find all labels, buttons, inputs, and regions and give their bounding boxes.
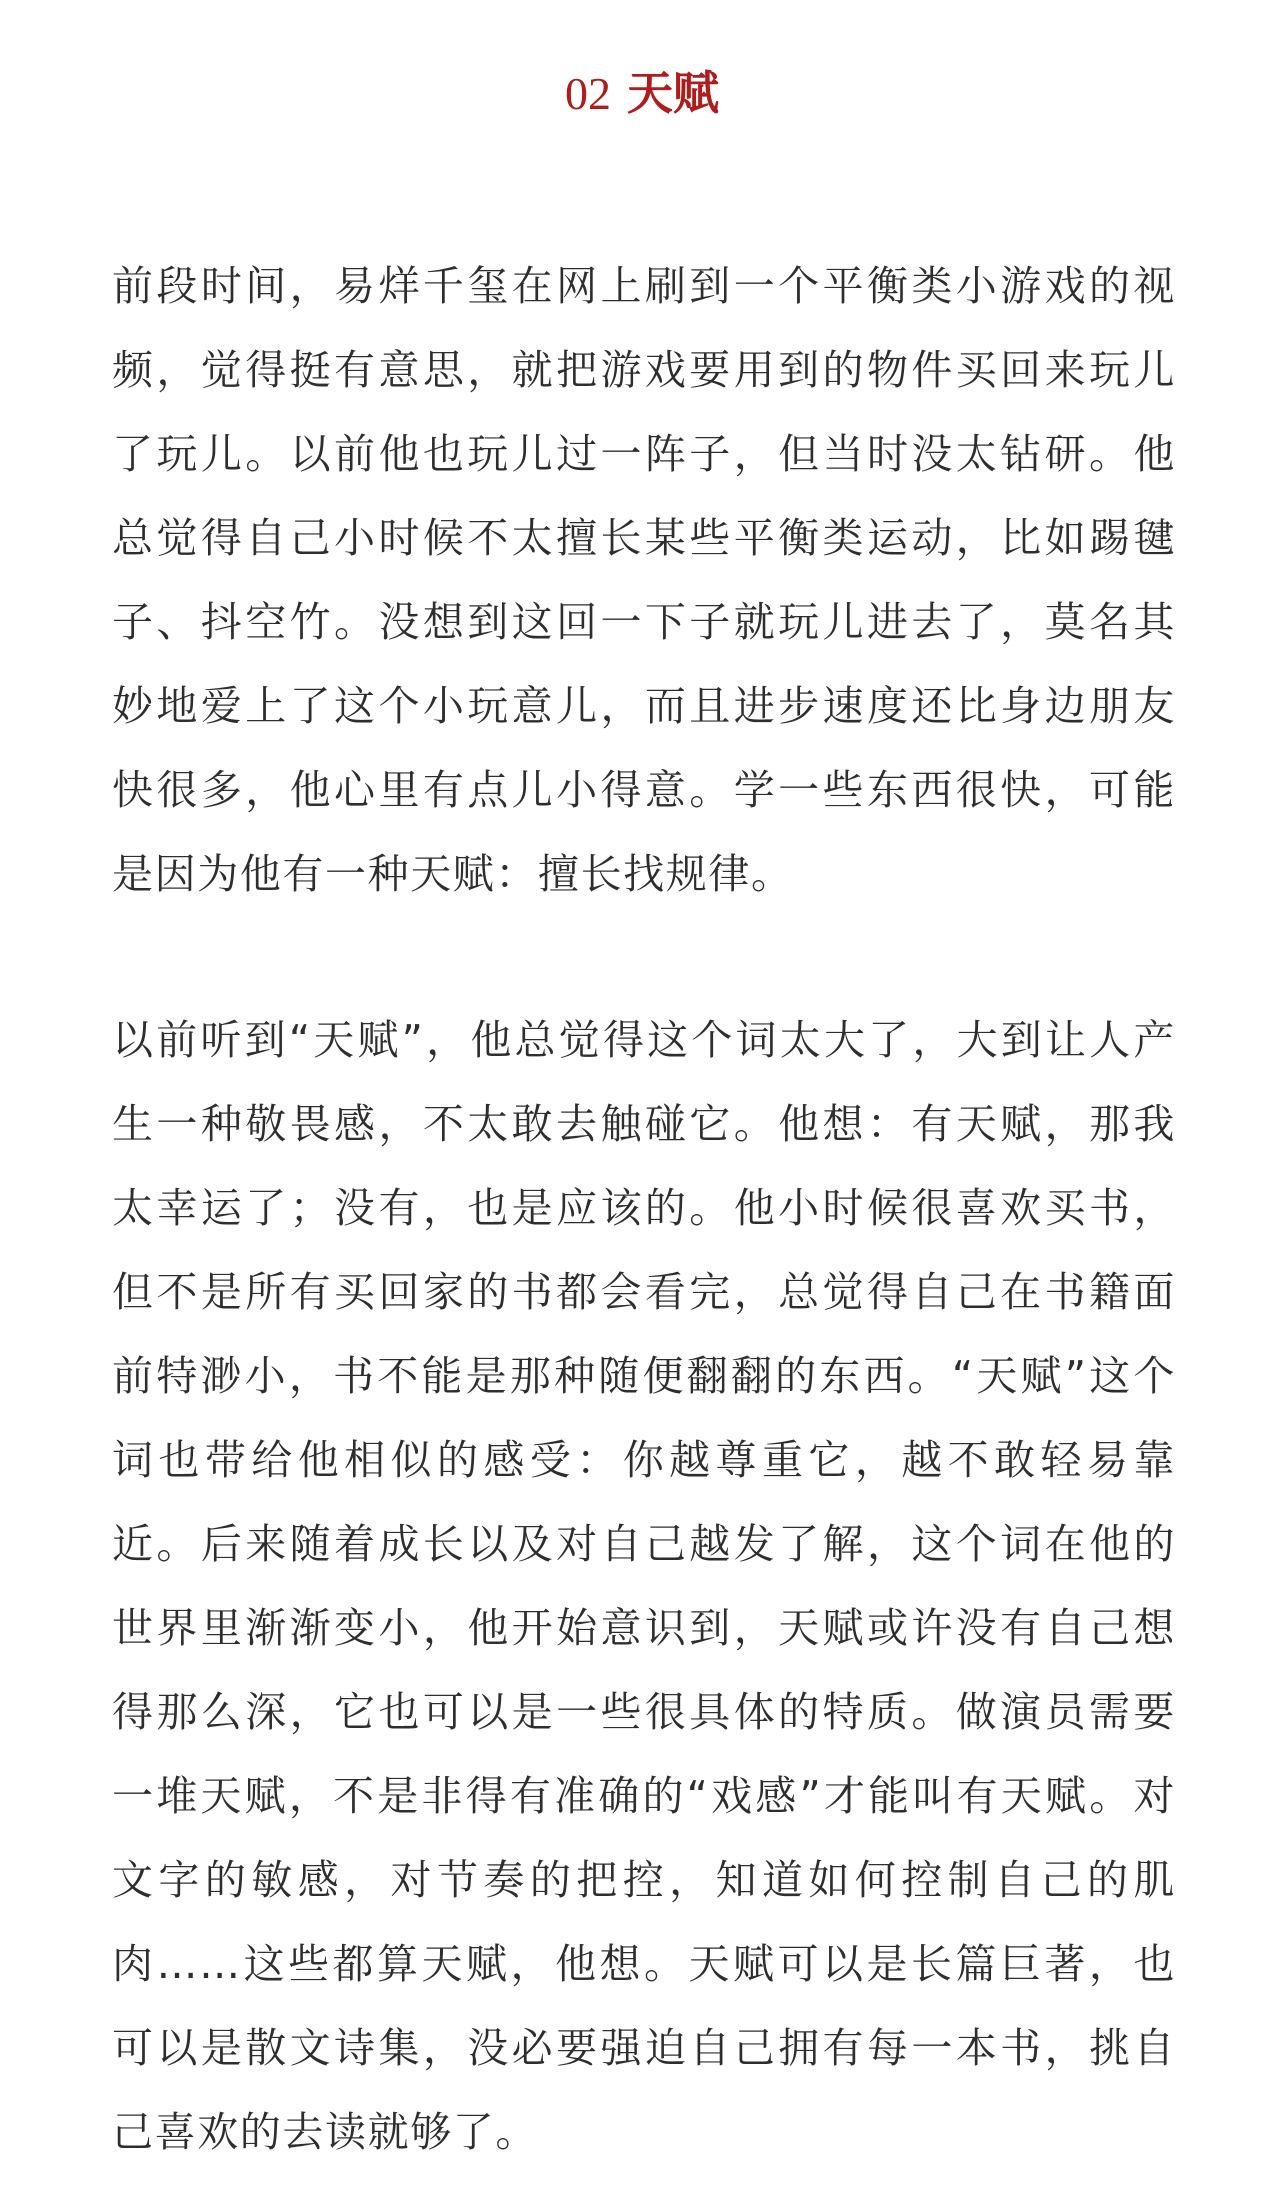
title-number: 02 — [564, 68, 611, 119]
paragraph-2: 以前听到“天赋”，他总觉得这个词太大了，大到让人产生一种敬畏感，不太敢去触碰它。他想：有天赋，那我太幸运了；没有，也是应该的。他小时候很喜欢买书，但不是所有买回家的书都会看完，总觉得自己在书籍面前特渺小，书不能是那种随便翻翻的东西。“天赋”这个词也带给他相似的感受：你越尊重它，越不敢轻易靠近。后来随着成长以及对自己越发了解，这个词在他的世界里渐渐变小，他开始意识到，天赋或许没有自己想得那么深，它也可以是一些很具体的特质。做演员需要一堆天赋，不是非得有准确的“戏感”才能叫有天赋。对文字的敏感，对节奏的把控，知道如何控制自己的肌肉……这些都算天赋，他想。天赋可以是长篇巨著，也可以是散文诗集，没必要强迫自己拥有每一本书，挑自己喜欢的去读就够了。 — [112, 1016, 1176, 2156]
title-text: 天赋 — [627, 66, 719, 120]
article-title — [0, 58, 1284, 129]
paragraph-1: 前段时间，易烊千玺在网上刷到一个平衡类小游戏的视频，觉得挺有意思，就把游戏要用到的物件买回来玩儿了玩儿。以前他也玩儿过一阵子，但当时没太钻研。他总觉得自己小时候不太擅长某些平衡类运动，比如踢毽子、抖空竹。没想到这回一下子就玩儿进去了，莫名其妙地爱上了这个小玩意儿，而且进步速度还比身边朋友快很多，他心里有点儿小得意。学一些东西很快，可能是因为他有一种天赋：擅长找规律。 — [112, 262, 1176, 898]
